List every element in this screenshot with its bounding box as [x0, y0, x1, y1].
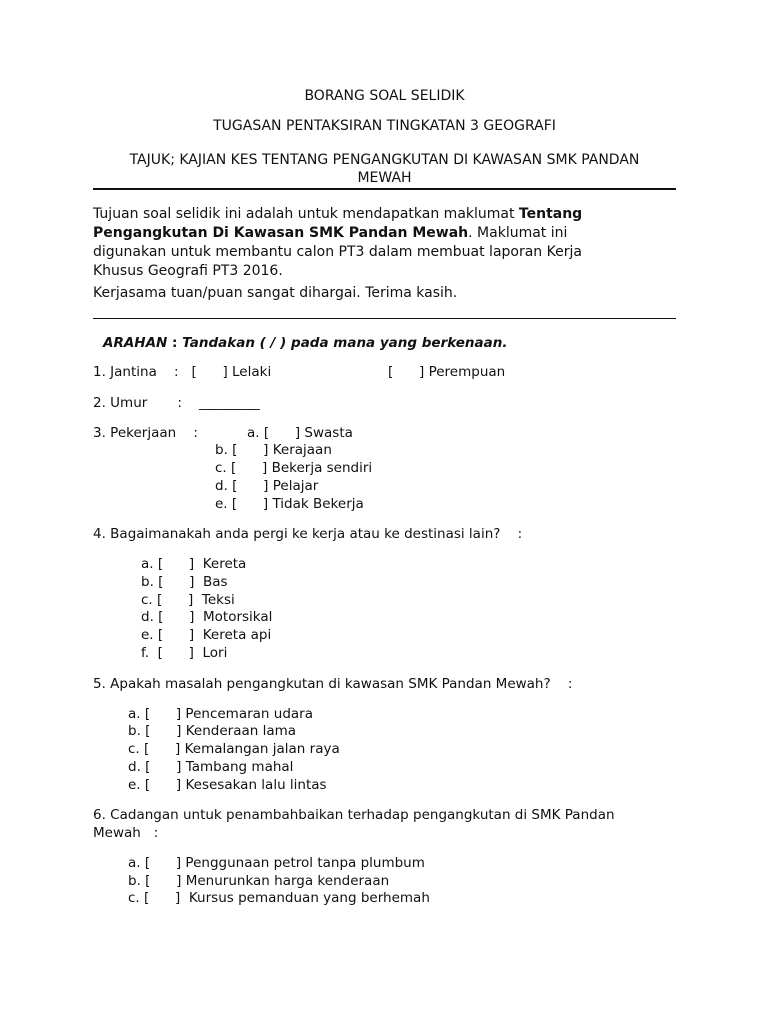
- instruction-label: ARAHAN: [103, 335, 168, 351]
- intro-divider: [93, 318, 676, 319]
- q5-option-c[interactable]: c. [ ] Kemalangan jalan raya: [128, 741, 340, 757]
- q5-option-b[interactable]: b. [ ] Kenderaan lama: [128, 723, 297, 739]
- instruction: [103, 334, 507, 352]
- intro-bold-a: Tentang: [518, 206, 583, 222]
- intro-line3: digunakan untuk membantu calon PT3 dalam membuat laporan Kerja: [93, 244, 582, 260]
- q4-option-e[interactable]: e. [ ] Kereta api: [141, 627, 272, 643]
- q4-option-a[interactable]: a. [ ] Kereta: [141, 556, 247, 572]
- form-topic-line1: TAJUK; KAJIAN KES TENTANG PENGANGKUTAN DI KAWASAN SMK PANDAN: [129, 152, 640, 168]
- q4-question: 4. Bagaimanakah anda pergi ke kerja atau ke destinasi lain? :: [93, 526, 523, 542]
- q3-option-e[interactable]: e. [ ] Tidak Bekerja: [215, 496, 364, 512]
- q5-option-a[interactable]: a. [ ] Pencemaran udara: [128, 706, 313, 722]
- q2-age-field[interactable]: 2. Umur : _________: [93, 395, 260, 411]
- header-divider: [93, 188, 676, 190]
- q6-option-a[interactable]: a. [ ] Penggunaan petrol tanpa plumbum: [128, 855, 425, 871]
- intro-line4: Khusus Geografi PT3 2016.: [93, 263, 283, 279]
- intro-bold-b: Pengangkutan Di Kawasan SMK Pandan Mewah: [93, 225, 469, 241]
- form-topic-line2: MEWAH: [357, 170, 412, 186]
- instruction-sep: :: [167, 335, 183, 351]
- q5-option-d[interactable]: d. [ ] Tambang mahal: [128, 759, 294, 775]
- intro-line1: [93, 205, 582, 224]
- q4-option-b[interactable]: b. [ ] Bas: [141, 574, 228, 590]
- intro-text-b: . Maklumat ini: [468, 225, 568, 241]
- intro-line2: [93, 224, 567, 243]
- q3-option-d[interactable]: d. [ ] Pelajar: [215, 478, 319, 494]
- form-title: BORANG SOAL SELIDIK: [304, 88, 465, 104]
- q3-option-b[interactable]: b. [ ] Kerajaan: [215, 442, 332, 458]
- q6-option-c[interactable]: c. [ ] Kursus pemanduan yang berhemah: [128, 890, 430, 906]
- q5-question: 5. Apakah masalah pengangkutan di kawasan SMK Pandan Mewah? :: [93, 676, 573, 692]
- q6-question-line1: 6. Cadangan untuk penambahbaikan terhadap pengangkutan di SMK Pandan: [93, 807, 615, 823]
- q4-option-d[interactable]: d. [ ] Motorsikal: [141, 609, 273, 625]
- form-subtitle: TUGASAN PENTAKSIRAN TINGKATAN 3 GEOGRAFI: [213, 118, 556, 134]
- q5-option-e[interactable]: e. [ ] Kesesakan lalu lintas: [128, 777, 327, 793]
- intro-thanks: Kerjasama tuan/puan sangat dihargai. Terima kasih.: [93, 285, 458, 301]
- q4-option-c[interactable]: c. [ ] Teksi: [141, 592, 235, 608]
- q1-gender-male[interactable]: 1. Jantina : [ ] Lelaki: [93, 364, 272, 380]
- q4-option-f[interactable]: f. [ ] Lori: [141, 645, 228, 661]
- intro-text-a: Tujuan soal selidik ini adalah untuk mendapatkan maklumat: [93, 206, 519, 222]
- instruction-text: Tandakan ( / ) pada mana yang berkenaan.: [182, 335, 508, 351]
- q6-question-line2: Mewah :: [93, 825, 159, 841]
- q3-option-a[interactable]: a. [ ] Swasta: [247, 425, 353, 441]
- q3-option-c[interactable]: c. [ ] Bekerja sendiri: [215, 460, 373, 476]
- q6-option-b[interactable]: b. [ ] Menurunkan harga kenderaan: [128, 873, 390, 889]
- q1-gender-female[interactable]: [ ] Perempuan: [388, 364, 506, 380]
- q3-occupation-label: 3. Pekerjaan :: [93, 425, 198, 441]
